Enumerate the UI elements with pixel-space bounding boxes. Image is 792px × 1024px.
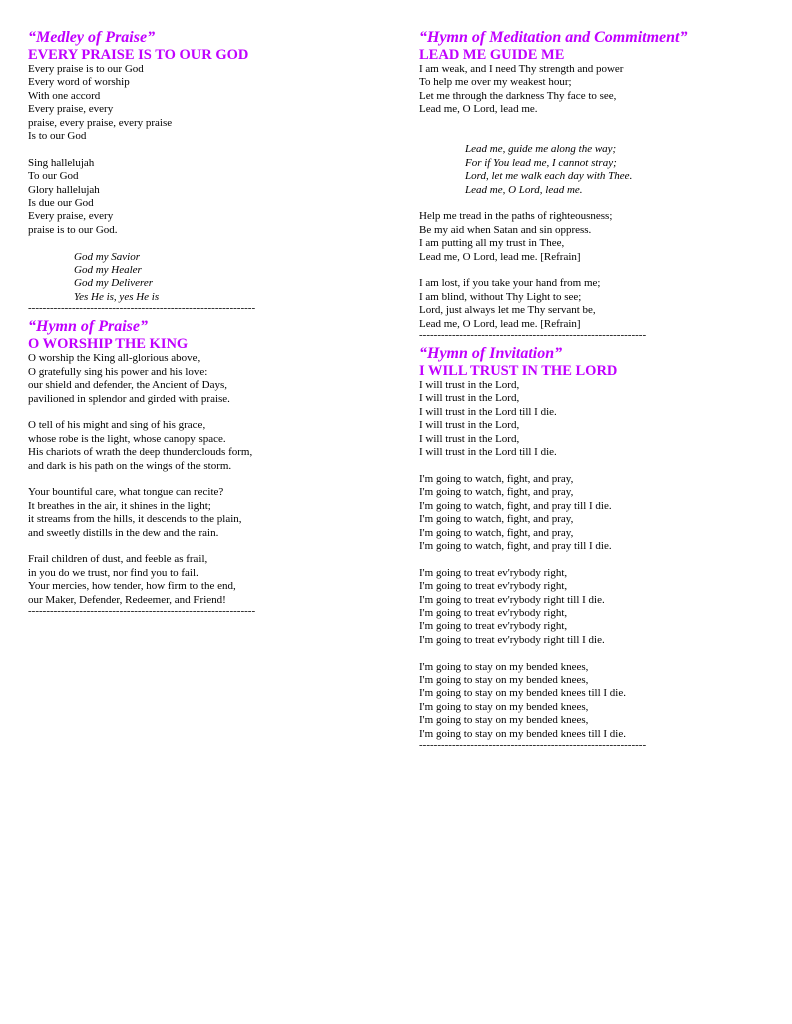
refrain: [28, 251, 388, 305]
hymn-category: “Medley of Praise”: [28, 29, 156, 46]
lyric-line: To help me over my weakest hour;: [419, 76, 572, 89]
lyric-line: I will trust in the Lord,: [419, 392, 520, 405]
lyric-line: it streams from the hills, it descends to the plain,: [28, 513, 242, 526]
lyric-line: Your bountiful care, what tongue can recite?: [28, 486, 224, 499]
right-column: [419, 28, 779, 750]
lyric-line: I'm going to watch, fight, and pray,: [419, 526, 574, 539]
lyric-line: Let me through the darkness Thy face to see,: [419, 89, 617, 102]
section-divider: --------------------------------------------------------------: [28, 304, 256, 314]
hymn-of-invitation: [419, 344, 779, 750]
lyric-line: I'm going to stay on my bended knees,: [419, 673, 589, 686]
lyric-line: Lead me, O Lord, lead me. [Refrain]: [419, 250, 581, 263]
lyric-line: With one accord: [28, 89, 101, 102]
lyric-line: I am lost, if you take your hand from me;: [419, 277, 601, 290]
hymn-of-meditation: [419, 28, 779, 340]
lyric-line: I will trust in the Lord,: [419, 419, 520, 432]
lyric-line: I'm going to stay on my bended knees,: [419, 714, 589, 727]
lyric-line: Glory hallelujah: [28, 183, 100, 196]
lyric-line: I'm going to treat ev'rybody right,: [419, 580, 568, 593]
lyric-line: I'm going to treat ev'rybody right,: [419, 620, 568, 633]
lyric-line: Yes He is, yes He is: [74, 290, 160, 303]
lyric-line: and dark is his path on the wings of the storm.: [28, 459, 232, 472]
section-divider: --------------------------------------------------------------: [419, 331, 647, 341]
stanza: [28, 63, 388, 143]
lyric-line: Every praise is to our God: [28, 63, 144, 75]
lyric-line: His chariots of wrath the deep thunderclouds form,: [28, 446, 253, 459]
lyric-line: Your mercies, how tender, how firm to the end,: [28, 580, 236, 593]
lyric-line: I am blind, without Thy Light to see;: [419, 290, 582, 303]
lyric-line: I'm going to stay on my bended knees till I die.: [419, 687, 626, 700]
lyric-line: O tell of his might and sing of his grace,: [28, 419, 206, 432]
lyric-line: For if You lead me, I cannot stray;: [465, 156, 617, 169]
lyric-line: It breathes in the air, it shines in the light;: [28, 499, 211, 512]
lyric-line: pavilioned in splendor and girded with praise.: [28, 392, 230, 405]
lyric-line: Lead me, O Lord, lead me. [Refrain]: [419, 317, 581, 330]
lyric-line: Every praise, every: [28, 210, 114, 223]
lyric-line: Lord, just always let me Thy servant be,: [419, 304, 596, 317]
lyric-line: Every praise, every: [28, 103, 114, 116]
lyric-line: Lead me, O Lord, lead me.: [419, 103, 538, 116]
lyric-line: I'm going to treat ev'rybody right,: [419, 566, 568, 579]
lyric-line: I'm going to watch, fight, and pray till I die.: [419, 499, 612, 512]
lyric-line: God my Deliverer: [74, 277, 154, 290]
lyric-line: Lord, let me walk each day with Thee.: [465, 170, 633, 183]
hymn-title: O WORSHIP THE KING: [28, 336, 189, 353]
lyric-line: I will trust in the Lord till I die.: [419, 405, 557, 418]
lyric-line: Lead me, guide me along the way;: [465, 143, 617, 156]
stanza: [419, 473, 779, 553]
lyric-line: Is due our God: [28, 197, 94, 210]
lyric-line: I am putting all my trust in Thee,: [419, 237, 565, 250]
lyric-line: God my Healer: [74, 264, 142, 277]
lyric-line: I'm going to watch, fight, and pray,: [419, 486, 574, 499]
lyric-line: I'm going to watch, fight, and pray till I die.: [419, 539, 612, 552]
hymn-title: I WILL TRUST IN THE LORD: [419, 363, 618, 380]
lyric-line: praise, every praise, every praise: [28, 116, 173, 129]
lyric-line: whose robe is the light, whose canopy space.: [28, 432, 226, 445]
stanza: [28, 553, 388, 607]
lyric-line: praise is to our God.: [28, 223, 118, 236]
lyric-line: in you do we trust, nor find you to fail.: [28, 566, 199, 579]
lyric-line: our shield and defender, the Ancient of Days,: [28, 379, 228, 392]
lyric-line: I will trust in the Lord till I die.: [419, 446, 557, 459]
lyric-line: I'm going to watch, fight, and pray,: [419, 472, 574, 485]
stanza: [28, 352, 388, 406]
lyric-line: I'm going to treat ev'rybody right,: [419, 606, 568, 619]
hymn-title: LEAD ME GUIDE ME: [419, 47, 565, 63]
lyric-line: Lead me, O Lord, lead me.: [465, 183, 583, 196]
hymn-category: “Hymn of Praise”: [28, 318, 148, 336]
lyric-line: O gratefully sing his power and his love:: [28, 365, 208, 378]
lyric-line: Is to our God: [28, 130, 87, 143]
hymn-of-praise: [28, 317, 388, 616]
hymn-category: “Hymn of Invitation”: [419, 345, 563, 363]
lyric-line: I'm going to stay on my bended knees,: [419, 660, 589, 673]
left-column: [28, 28, 388, 616]
section-divider: --------------------------------------------------------------: [28, 606, 256, 616]
hymn-title: EVERY PRAISE IS TO OUR GOD: [28, 47, 249, 63]
stanza: [419, 661, 779, 741]
lyric-line: O worship the King all-glorious above,: [28, 352, 201, 365]
stanza: [28, 419, 388, 473]
lyric-line: I will trust in the Lord,: [419, 379, 520, 392]
stanza: [28, 486, 388, 540]
lyric-line: I'm going to treat ev'rybody right till I die.: [419, 633, 605, 646]
lyric-line: To our God: [28, 170, 79, 183]
hymn-medley-of-praise: [28, 28, 388, 313]
stanza: [419, 567, 779, 647]
lyric-line: Sing hallelujah: [28, 156, 95, 169]
lyric-line: and sweetly distills in the dew and the rain.: [28, 526, 219, 539]
lyric-line: I'm going to treat ev'rybody right till I die.: [419, 593, 605, 606]
stanza: [419, 277, 779, 331]
lyric-line: Frail children of dust, and feeble as frail,: [28, 553, 208, 566]
hymn-category: “Hymn of Meditation and Commitment”: [419, 29, 688, 46]
lyric-line: I will trust in the Lord,: [419, 432, 520, 445]
section-divider: --------------------------------------------------------------: [419, 740, 647, 750]
refrain: [419, 143, 779, 197]
lyric-line: Help me tread in the paths of righteousness;: [419, 210, 613, 223]
stanza: [419, 210, 779, 264]
stanza: [419, 379, 779, 459]
lyric-line: I'm going to stay on my bended knees,: [419, 700, 589, 713]
lyric-line: our Maker, Defender, Redeemer, and Friend!: [28, 593, 226, 606]
stanza: [419, 63, 779, 117]
lyric-line: I am weak, and I need Thy strength and power: [419, 63, 624, 75]
lyric-line: I'm going to watch, fight, and pray,: [419, 513, 574, 526]
stanza: [28, 157, 388, 237]
lyric-line: I'm going to stay on my bended knees till I die.: [419, 727, 626, 740]
lyric-line: Be my aid when Satan and sin oppress.: [419, 223, 592, 236]
lyric-line: Every word of worship: [28, 76, 130, 89]
lyric-line: God my Savior: [74, 250, 140, 263]
